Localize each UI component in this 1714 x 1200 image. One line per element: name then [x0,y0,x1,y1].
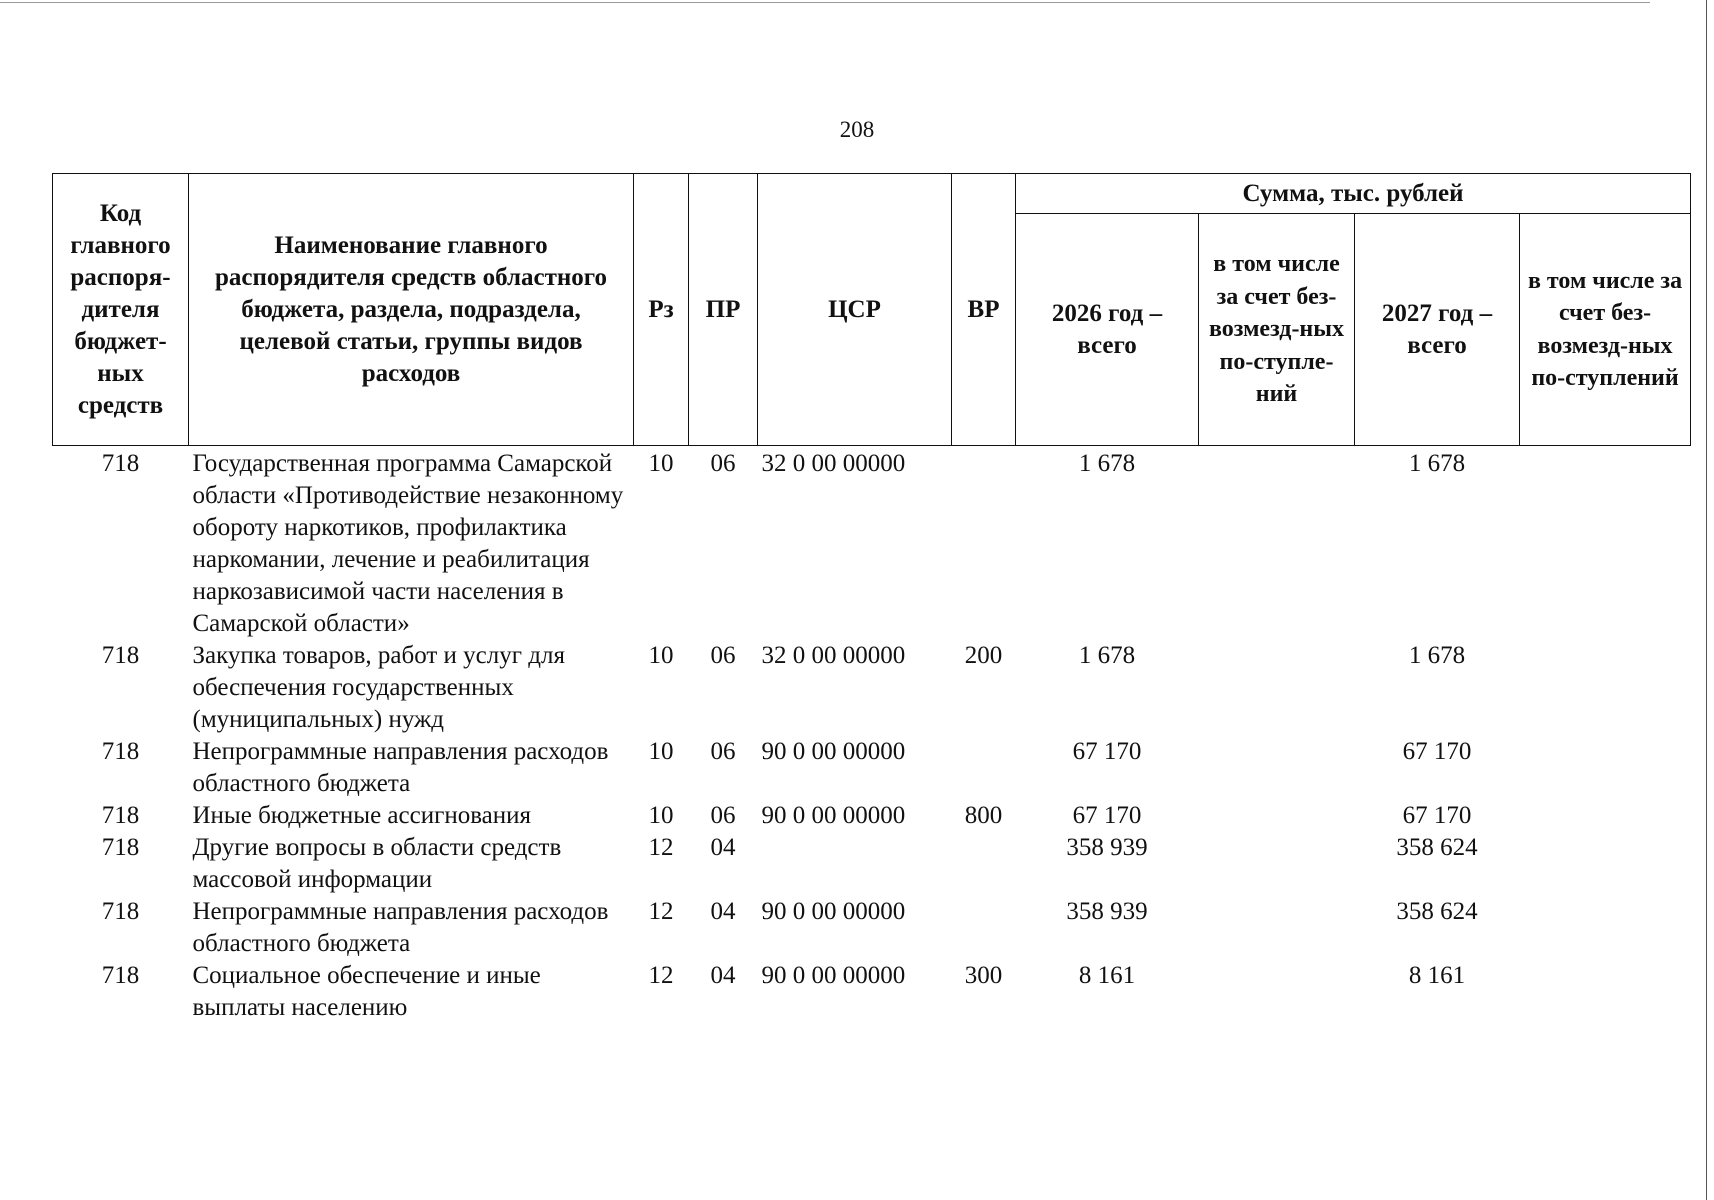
cell-rz: 10 [648,738,674,765]
cell-csr: 90 0 00 00000 [761,738,906,765]
cell-rz: 12 [648,834,674,861]
cell-2027-grants [1520,736,1691,800]
cell-vr [952,736,1016,800]
cell-csr: 32 0 00 00000 [761,450,906,477]
cell-rz: 10 [648,802,674,829]
cell-2026-grants [1199,960,1355,1024]
cell-2027-total: 358 624 [1396,834,1478,861]
cell-name: Другие вопросы в области средств массовой информации [192,834,562,893]
cell-csr: 90 0 00 00000 [761,802,906,829]
cell-vr [952,446,1016,641]
cell-2027-grants [1520,800,1691,832]
header-name: Наименование главного распорядителя средств областного бюджета, раздела, подраздела, целевой статьи, группы видов расходов [189,174,634,446]
cell-code: 718 [101,834,140,861]
scan-right-edge [1706,0,1707,1200]
table-row [53,446,1691,641]
cell-2027-grants [1520,640,1691,736]
cell-rz: 10 [648,450,674,477]
cell-2026-total: 8 161 [1078,962,1136,989]
cell-code: 718 [101,450,140,477]
table-row [53,736,1691,800]
table-header [53,174,1691,446]
cell-code: 718 [101,898,140,925]
cell-pr: 06 [710,450,736,477]
header-csr: ЦСР [758,174,952,446]
cell-code: 718 [101,802,140,829]
table-row [53,640,1691,736]
cell-2026-total: 358 939 [1066,898,1148,925]
cell-2026-grants [1199,736,1355,800]
header-2026-total: 2026 год – всего [1016,214,1199,446]
cell-2027-total: 67 170 [1402,802,1472,829]
cell-2027-total: 358 624 [1396,898,1478,925]
cell-pr: 04 [710,898,736,925]
cell-code: 718 [101,642,140,669]
cell-2027-grants [1520,832,1691,896]
cell-csr: 90 0 00 00000 [761,962,906,989]
cell-pr: 06 [710,738,736,765]
cell-2026-total: 1 678 [1078,642,1136,669]
cell-pr: 04 [710,962,736,989]
table-row [53,896,1691,960]
cell-pr: 04 [710,834,736,861]
cell-2026-total: 67 170 [1072,738,1142,765]
cell-rz: 10 [648,642,674,669]
cell-2026-total: 67 170 [1072,802,1142,829]
cell-vr: 800 [964,802,1003,829]
header-2026-grants: в том числе за счет без-возмезд-ных по-ступле-ний [1199,214,1355,446]
scan-top-edge [0,2,1650,3]
cell-2027-grants [1520,960,1691,1024]
cell-2026-grants [1199,832,1355,896]
cell-2027-total: 67 170 [1402,738,1472,765]
cell-2026-grants [1199,896,1355,960]
cell-name: Непрограммные направления расходов областного бюджета [192,738,609,797]
cell-2026-grants [1199,446,1355,641]
cell-name: Непрограммные направления расходов областного бюджета [192,898,609,957]
cell-2026-total: 1 678 [1078,450,1136,477]
cell-name: Закупка товаров, работ и услуг для обеспечения государственных (муниципальных) нужд [192,642,565,733]
header-2027-total: 2027 год – всего [1355,214,1520,446]
cell-2026-grants [1199,800,1355,832]
cell-2027-total: 1 678 [1408,642,1466,669]
cell-2027-total: 1 678 [1408,450,1466,477]
header-sum-group: Сумма, тыс. рублей [1016,174,1691,214]
cell-2027-grants [1520,446,1691,641]
header-2027-grants: в том числе за счет без-возмезд-ных по-ступлений [1520,214,1691,446]
table-row [53,960,1691,1024]
cell-name: Государственная программа Самарской области «Противодействие незаконному обороту наркотиков, профилактика наркомании, лечение и реабилитация наркозависимой части населения в Самарской области» [192,450,624,637]
cell-rz: 12 [648,962,674,989]
page-number: 208 [839,117,875,142]
budget-table [52,173,1691,1024]
header-vr: ВР [952,174,1016,446]
cell-2026-grants [1199,640,1355,736]
cell-csr [758,832,952,896]
cell-vr: 200 [964,642,1003,669]
cell-pr: 06 [710,642,736,669]
cell-vr [952,896,1016,960]
cell-code: 718 [101,962,140,989]
cell-name: Социальное обеспечение и иные выплаты населению [192,962,541,1021]
cell-pr: 06 [710,802,736,829]
header-code: Код главного распоря-дителя бюджет-ных средств [53,174,189,446]
header-pr: ПР [689,174,758,446]
cell-csr: 90 0 00 00000 [761,898,906,925]
header-rz: Рз [634,174,689,446]
cell-vr [952,832,1016,896]
cell-code: 718 [101,738,140,765]
table-row [53,832,1691,896]
cell-vr: 300 [964,962,1003,989]
cell-2027-total: 8 161 [1408,962,1466,989]
table-body [53,446,1691,1025]
cell-2027-grants [1520,896,1691,960]
cell-rz: 12 [648,898,674,925]
table-row [53,800,1691,832]
cell-csr: 32 0 00 00000 [761,642,906,669]
cell-name: Иные бюджетные ассигнования [192,802,532,829]
cell-2026-total: 358 939 [1066,834,1148,861]
